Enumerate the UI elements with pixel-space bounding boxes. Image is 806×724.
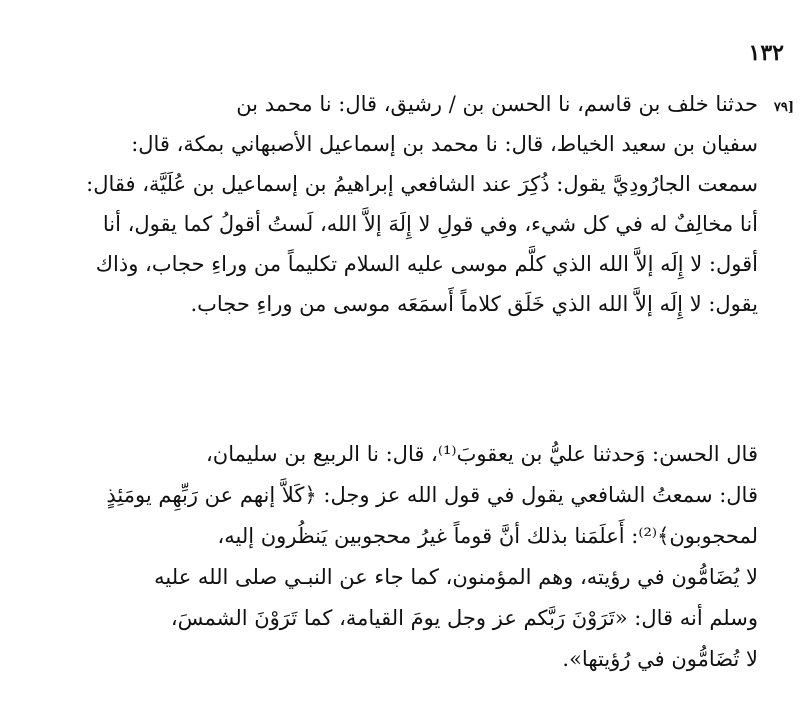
text-line: قال الحسن: وَحدثنا عليُّ بن يعقوبَ⁽¹⁾، قال: نا الربيع بن سليمان، (206, 442, 758, 466)
text-line: لمحجوبون﴾⁽²⁾: أَعلَمَنا بذلك أنَّ قوماً غيرُ محجوبين يَنظُرون إليه، (217, 524, 758, 548)
text-line: وسلم أنه قال: «تَرَوْنَ رَبَّكم عز وجل يومَ القيامة، كما تَرَوْنَ الشمسَ، (170, 606, 758, 630)
text-line: لا يُضَامُّون في رؤيته، وهم المؤمنون، كما جاء عن النبـي صلى الله عليه (154, 565, 758, 589)
paragraph-2 (106, 434, 758, 680)
text-line: سفيان بن سعيد الخياط، قال: نا محمد بن إسماعيل الأصبهاني بمكة، قال: (131, 132, 758, 156)
section-marker: [٧٩ (773, 100, 794, 115)
text-line: يقول: لا إِلَه إلاَّ الله الذي خَلَق كلاماً أَسمَعَه موسى من وراءِ حجاب. (190, 292, 758, 316)
page-number: ١٣٢ (748, 40, 784, 66)
text-line: أقول: لا إِلَه إلاَّ الله الذي كلَّم موسى عليه السلام تكليماً من وراءِ حجاب، وذاك (95, 252, 758, 276)
text-line: حدثنا خلف بن قاسم، نا الحسن بن / رشيق، قال: نا محمد بن (236, 92, 758, 116)
text-line: قال: سمعتُ الشافعي يقول في قول الله عز وجل: ﴿كَلاَّ إنهم عن رَبِّهِم يومَئِذٍ (106, 483, 758, 507)
text-line: أنا مخالِفٌ له في كل شيء، وفي قولِ لا إِلَهَ إلاَّ الله، لَستُ أقولُ كما يقول، أنا (102, 212, 758, 236)
text-line: سمعت الجارُودِيَّ يقول: ذُكِرَ عند الشافعي إبراهيمُ بن إسماعيل بن عُلَيَّة، فقال: (86, 172, 758, 196)
paragraph-1 (86, 84, 758, 324)
text-line: لا تُضَامُّون في رُؤيتها». (562, 647, 758, 671)
